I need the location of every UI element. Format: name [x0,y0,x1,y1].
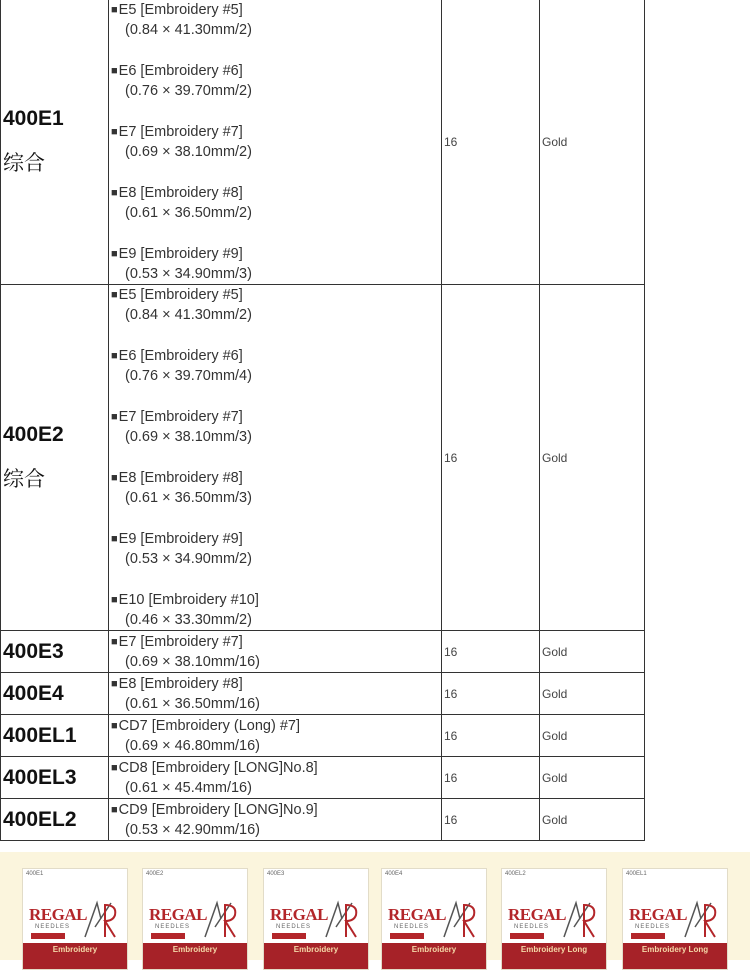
needle-item [109,285,441,325]
needle-item [109,632,441,672]
table-row [1,285,645,631]
package-image [381,868,487,970]
needle-item [109,407,441,447]
needle-name: E9 [Embroidery #9] [118,245,243,262]
quantity-cell: 16 [442,799,540,841]
package-image [501,868,607,970]
needle-dimensions: (0.69 × 38.10mm/16) [125,653,261,670]
package-code: 400E2 [146,871,164,877]
needle-name: E8 [Embroidery #8] [118,470,243,486]
needle-dimensions: (0.53 × 42.90mm/16) [125,821,261,838]
model-cell [1,0,109,285]
needle-name: E9 [Embroidery #9] [118,531,243,547]
needle-dimensions: (0.61 × 36.50mm/16) [125,695,261,712]
quantity-cell: 16 [442,673,540,715]
needle-dimensions: (0.53 × 34.90mm/2) [125,551,252,567]
package-code: 400E3 [267,871,285,877]
needle-logo-icon [81,899,121,939]
model-type-label: 综合 [3,150,45,175]
square-bullet-icon: ■ [111,594,118,606]
square-bullet-icon: ■ [111,472,118,484]
series-tag [151,933,185,939]
package-brand-logo: REGAL [388,905,446,924]
needle-dimensions: (0.61 × 36.50mm/2) [125,204,252,221]
square-bullet-icon: ■ [111,761,118,774]
needle-dimensions: (0.69 × 38.10mm/3) [125,429,252,445]
quantity-cell: 16 [442,285,540,631]
needle-item [109,183,441,223]
square-bullet-icon: ■ [111,803,118,816]
needle-list-cell [109,799,442,841]
package-band-label: Embroidery [172,945,218,954]
finish-cell: Gold [540,285,645,631]
package-code: 400E4 [385,871,403,877]
finish-cell: Gold [540,799,645,841]
package-brand-subtitle: NEEDLES [276,924,312,930]
model-cell [1,799,109,841]
needle-name: E7 [Embroidery #7] [118,409,243,425]
package-band-label: Embroidery [52,945,98,954]
needle-name: E6 [Embroidery #6] [118,62,243,79]
table-row [1,631,645,673]
finish-cell: Gold [540,0,645,285]
needle-item [109,716,441,756]
needle-logo-icon [201,899,241,939]
square-bullet-icon: ■ [111,533,118,545]
needle-name: CD9 [Embroidery [LONG]No.9] [118,801,318,818]
package-image [263,868,369,970]
needle-list-cell [109,673,442,715]
square-bullet-icon: ■ [111,635,118,648]
finish-cell: Gold [540,631,645,673]
needle-name: E7 [Embroidery #7] [118,633,243,650]
needle-item [109,122,441,162]
finish-cell: Gold [540,673,645,715]
model-number: 400EL1 [3,723,77,747]
model-cell [1,285,109,631]
package-band-label: Embroidery Long [520,945,588,954]
square-bullet-icon: ■ [111,247,118,260]
needle-item [109,346,441,386]
series-tag [390,933,424,939]
package-brand-subtitle: NEEDLES [514,924,550,930]
package-brand-logo: REGAL [508,905,566,924]
finish-cell: Gold [540,715,645,757]
package-brand-subtitle: NEEDLES [155,924,191,930]
needle-item [109,758,441,798]
needle-name: CD8 [Embroidery [LONG]No.8] [118,759,318,776]
package-brand-logo: REGAL [29,905,87,924]
table-row [1,799,645,841]
model-number: 400E2 [3,422,64,446]
package-gallery [0,852,750,960]
needle-logo-icon [322,899,362,939]
model-cell [1,715,109,757]
needle-name: E6 [Embroidery #6] [118,348,243,364]
needle-item [109,800,441,840]
finish-cell: Gold [540,757,645,799]
needle-list-cell [109,0,442,285]
package-brand-subtitle: NEEDLES [35,924,71,930]
package-code: 400EL2 [505,871,526,877]
needle-dimensions: (0.76 × 39.70mm/4) [125,368,252,384]
table-row [1,757,645,799]
series-tag [631,933,665,939]
square-bullet-icon: ■ [111,125,118,138]
needle-name: E8 [Embroidery #8] [118,184,243,201]
model-cell [1,631,109,673]
quantity-cell: 16 [442,0,540,285]
needle-dimensions: (0.46 × 33.30mm/2) [125,612,252,628]
needle-list-cell [109,285,442,631]
needle-name: E8 [Embroidery #8] [118,675,243,692]
model-type-label: 综合 [3,466,45,491]
square-bullet-icon: ■ [111,677,118,690]
needle-name: E10 [Embroidery #10] [118,592,259,608]
quantity-cell: 16 [442,715,540,757]
model-number: 400EL2 [3,807,77,831]
series-tag [31,933,65,939]
series-tag [272,933,306,939]
package-image [22,868,128,970]
package-brand-logo: REGAL [270,905,328,924]
model-cell [1,673,109,715]
needle-dimensions: (0.69 × 46.80mm/16) [125,737,261,754]
table-row [1,0,645,285]
package-band-label: Embroidery Long [641,945,709,954]
needle-item [109,244,441,284]
needle-dimensions: (0.61 × 45.4mm/16) [125,779,252,796]
package-code: 400EL1 [626,871,647,877]
needle-item [109,0,441,40]
needle-name: E7 [Embroidery #7] [118,123,243,140]
package-brand-subtitle: NEEDLES [635,924,671,930]
square-bullet-icon: ■ [111,350,118,362]
needle-dimensions: (0.84 × 41.30mm/2) [125,21,252,38]
square-bullet-icon: ■ [111,186,118,199]
package-image [142,868,248,970]
square-bullet-icon: ■ [111,719,118,732]
model-cell [1,757,109,799]
needle-dimensions: (0.84 × 41.30mm/2) [125,307,252,323]
package-brand-logo: REGAL [149,905,207,924]
needle-list-cell [109,631,442,673]
needle-dimensions: (0.76 × 39.70mm/2) [125,82,252,99]
needle-dimensions: (0.53 × 34.90mm/3) [125,265,252,282]
needle-dimensions: (0.61 × 36.50mm/3) [125,490,252,506]
needle-logo-icon [560,899,600,939]
needle-list-cell [109,757,442,799]
quantity-cell: 16 [442,757,540,799]
model-number: 400E1 [3,106,64,130]
quantity-cell: 16 [442,631,540,673]
needle-name: E5 [Embroidery #5] [118,1,243,18]
series-tag [510,933,544,939]
needle-logo-icon [681,899,721,939]
model-number: 400EL3 [3,765,77,789]
square-bullet-icon: ■ [111,3,118,16]
needle-item [109,468,441,508]
needle-name: E5 [Embroidery #5] [118,287,243,303]
square-bullet-icon: ■ [111,289,118,301]
square-bullet-icon: ■ [111,411,118,423]
needle-item [109,590,441,630]
needle-logo-icon [440,899,480,939]
table-row [1,673,645,715]
package-brand-logo: REGAL [629,905,687,924]
model-number: 400E3 [3,639,64,663]
needle-item [109,529,441,569]
needle-item [109,61,441,101]
model-number: 400E4 [3,681,64,705]
needle-dimensions: (0.69 × 38.10mm/2) [125,143,252,160]
needle-list-cell [109,715,442,757]
table-row [1,715,645,757]
needle-item [109,674,441,714]
square-bullet-icon: ■ [111,64,118,77]
package-code: 400E1 [26,871,44,877]
package-band-label: Embroidery [293,945,339,954]
package-brand-subtitle: NEEDLES [394,924,430,930]
package-band-label: Embroidery [411,945,457,954]
package-image [622,868,728,970]
needle-name: CD7 [Embroidery (Long) #7] [118,717,300,734]
